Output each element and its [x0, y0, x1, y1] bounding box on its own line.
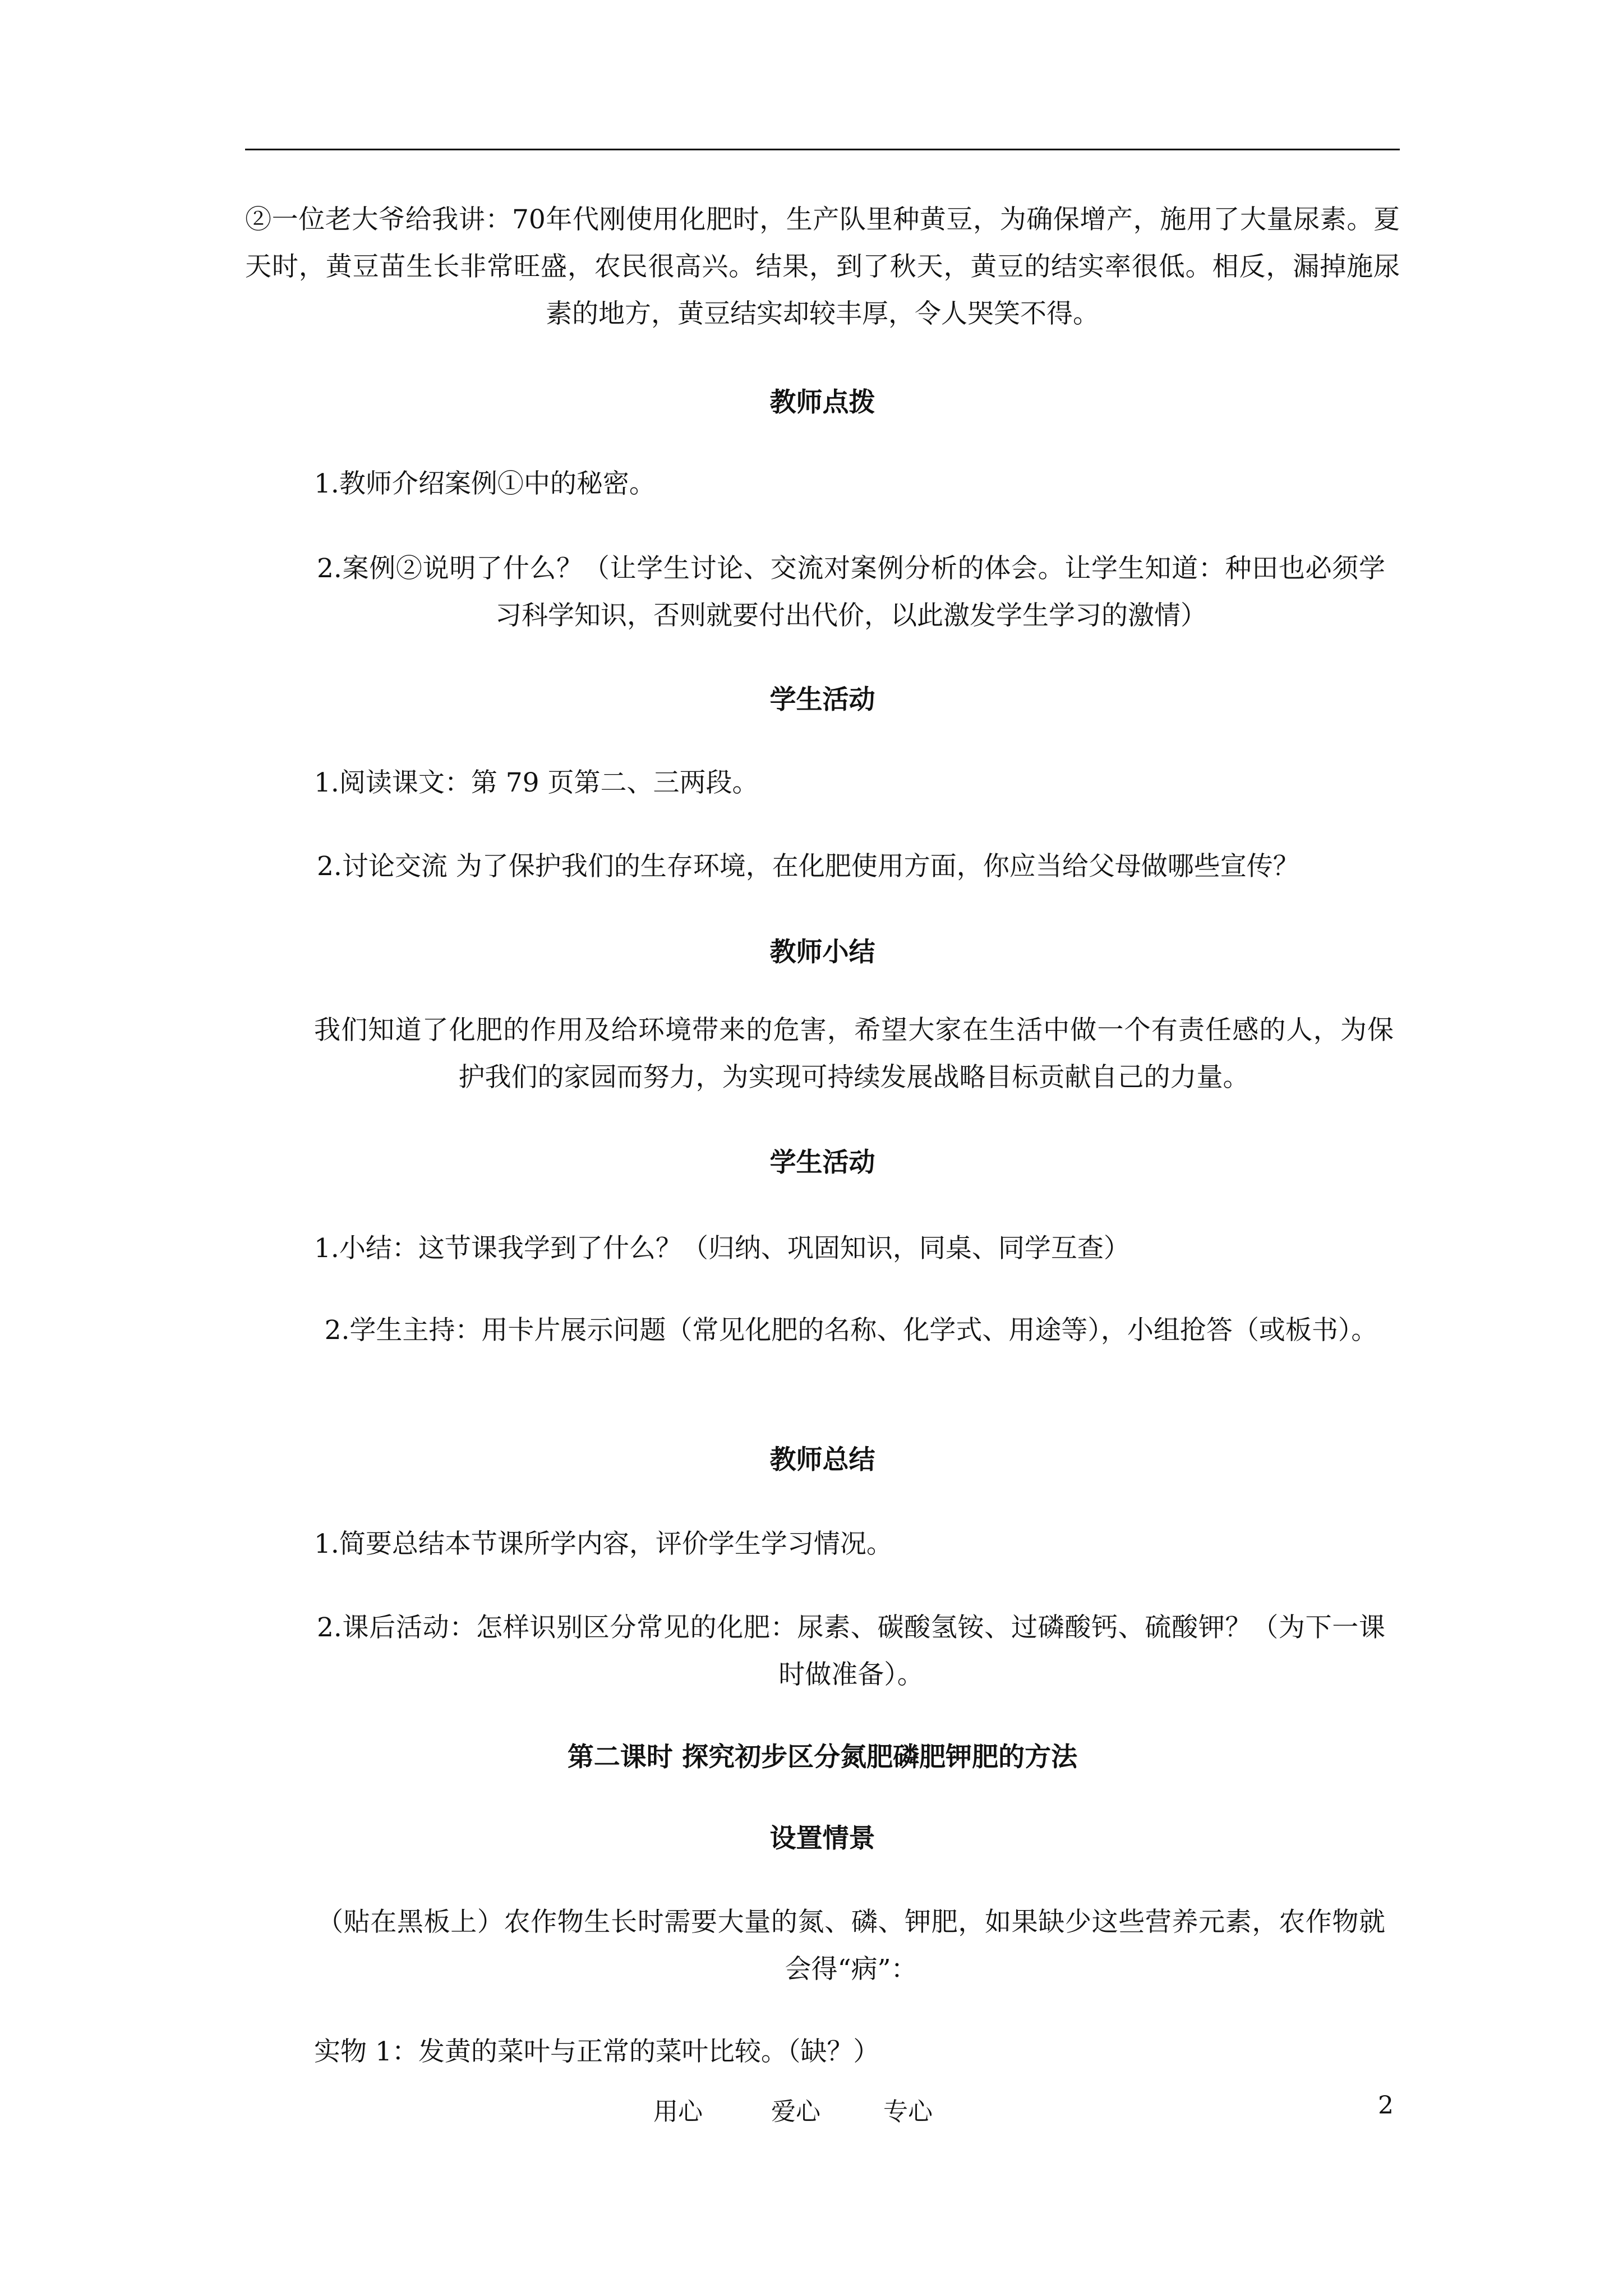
footer-motto-1: 用心: [653, 2097, 703, 2126]
teacher-conclusion-item-2: 2.课后活动：怎样识别区分常见的化肥：尿素、碳酸氢铵、过磷酸钙、硫酸钾？（为下一课时做准备）。: [317, 1612, 1385, 1690]
teacher-conclusion-item-1: 1.简要总结本节课所学内容，评价学生学习情况。: [314, 1529, 893, 1559]
student-activity-2-item-2: 2.学生主持：用卡片展示问题（常见化肥的名称、化学式、用途等），小组抢答（或板书）。: [324, 1315, 1378, 1346]
student-activity-1-item-1: 1.阅读课文：第 79 页第二、三两段。: [314, 767, 759, 798]
heading-student-activity-1: 学生活动: [769, 684, 875, 715]
heading-scenario: 设置情景: [769, 1823, 875, 1854]
heading-teacher-conclusion: 教师总结: [769, 1444, 875, 1475]
scenario-text: （贴在黑板上）农作物生长时需要大量的氮、磷、钾肥，如果缺少这些营养元素，农作物就会得“病”：: [317, 1907, 1385, 1985]
header-rule: [245, 149, 1400, 150]
heading-teacher-summary-small: 教师小结: [769, 937, 875, 968]
heading-student-activity-2: 学生活动: [769, 1147, 875, 1178]
student-activity-1-item-2: 2.讨论交流 为了保护我们的生存环境，在化肥使用方面，你应当给父母做哪些宣传？: [317, 851, 1299, 882]
teacher-summary-small-text: 我们知道了化肥的作用及给环境带来的危害，希望大家在生活中做一个有责任感的人，为保护我们的家园而努力，为实现可持续发展战略目标贡献自己的力量。: [314, 1015, 1394, 1093]
student-activity-2-item-1: 1.小结：这节课我学到了什么？（归纳、巩固知识，同桌、同学互查）: [314, 1233, 1130, 1264]
heading-teacher-guide: 教师点拨: [769, 387, 875, 418]
heading-lesson-2: 第二课时 探究初步区分氮肥磷肥钾肥的方法: [567, 1742, 1078, 1773]
page-number: 2: [1378, 2091, 1394, 2120]
teacher-guide-item-1: 1.教师介绍案例①中的秘密。: [314, 468, 656, 499]
footer-motto-2: 爱心: [771, 2097, 820, 2126]
paragraph-case-2: ②一位老大爷给我讲：70年代刚使用化肥时，生产队里种黄豆，为确保增产，施用了大量尿素。夏天时，黄豆苗生长非常旺盛，农民很高兴。结果，到了秋天，黄豆的结实率很低。相反，漏掉施尿素的地方，黄豆结实却较丰厚，令人哭笑不得。: [245, 204, 1400, 329]
footer-motto-3: 专心: [883, 2097, 933, 2126]
teacher-guide-item-2: 2.案例②说明了什么？（让学生讨论、交流对案例分析的体会。让学生知道：种田也必须学习科学知识，否则就要付出代价，以此激发学生学习的激情）: [317, 553, 1385, 631]
specimen-1: 实物 1：发黄的菜叶与正常的菜叶比较。（缺？）: [314, 2036, 880, 2067]
